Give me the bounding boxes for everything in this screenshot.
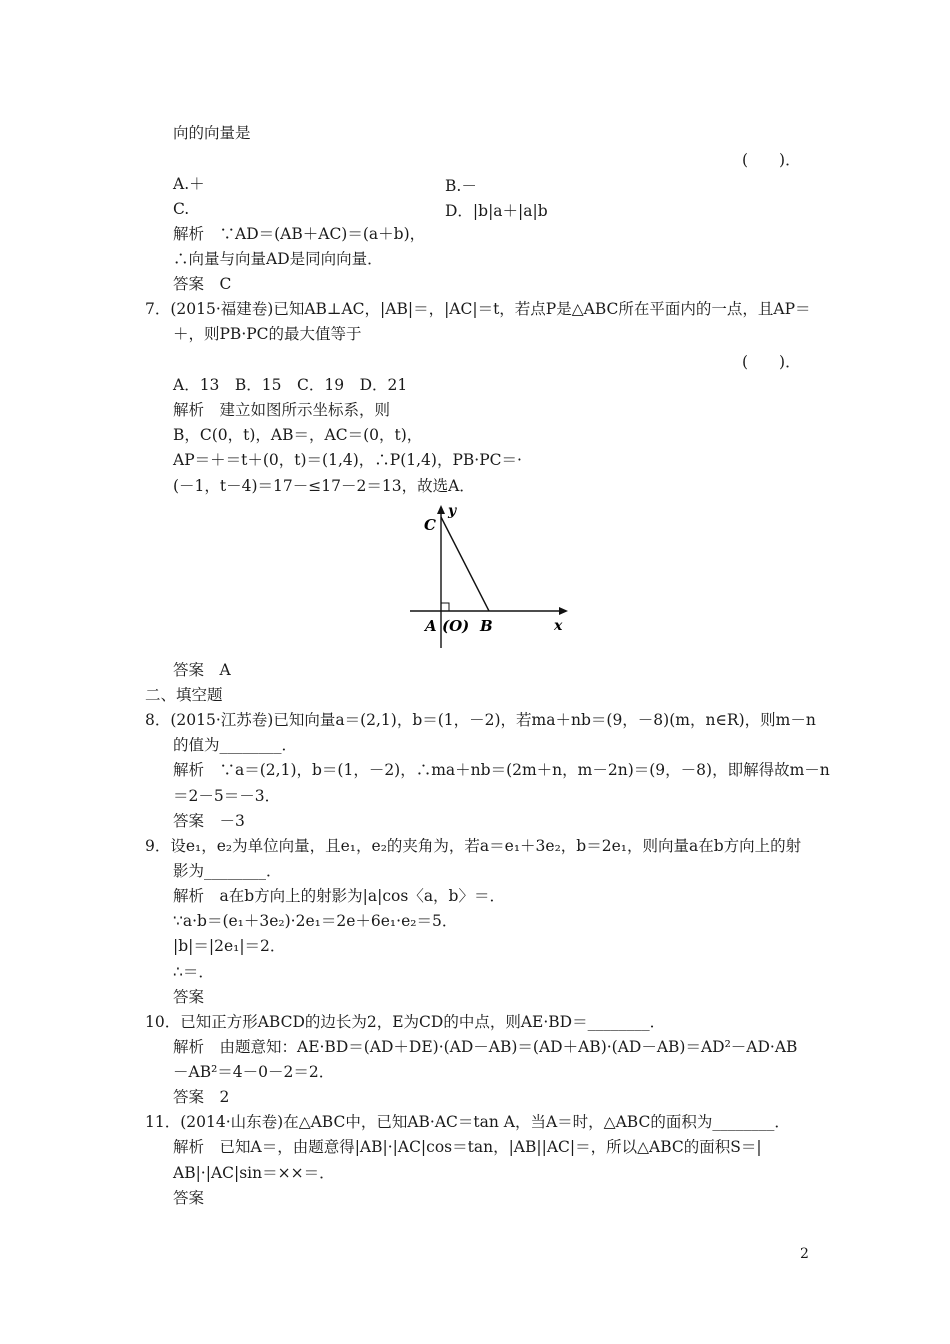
solution-line: ∴向量与向量AD是同向向量．: [173, 250, 383, 268]
answer-line: 答案 2: [173, 1088, 230, 1106]
solution-line: 解析 已知A＝，由题意得|AB|·|AC|cos＝tan，|AB||AC|＝，所以△ABC的面积S＝|: [173, 1138, 762, 1156]
option-a: A.＋: [173, 175, 205, 193]
answer-line: 答案: [173, 988, 205, 1006]
segment-cb: [441, 517, 489, 611]
coordinate-figure: [405, 500, 575, 650]
option-c: C.: [173, 200, 190, 218]
x-axis-arrow: [559, 607, 568, 615]
question-8: 8．(2015·江苏卷)已知向量a＝(2,1)，b＝(1，－2)，若ma＋nb＝(9，－8)(m，n∈R)，则m－n: [145, 711, 816, 729]
solution-line: 解析 建立如图所示坐标系，则: [173, 401, 391, 419]
solution-line: ∴＝．: [173, 963, 214, 981]
y-axis-arrow: [437, 505, 445, 514]
question-11: 11．(2014·山东卷)在△ABC中，已知AB·AC＝tan A，当A＝时，△ABC的面积为________．: [145, 1113, 790, 1131]
solution-line: ＝2－5＝－3．: [173, 787, 281, 805]
label-y: y: [448, 503, 457, 519]
section-heading: 二、填空题: [145, 686, 223, 704]
text-line: 向的向量是: [173, 124, 251, 142]
right-angle-mark: [441, 603, 449, 611]
label-a: A: [425, 617, 437, 635]
solution-line: 解析 ∵a＝(2,1)，b＝(1，－2)，∴ma＋nb＝(2m＋n，m－2n)＝(9，－8)，即解得故m－n: [173, 761, 830, 779]
label-c: C: [424, 516, 436, 534]
label-o: (O): [442, 617, 470, 635]
solution-line: (－1，t－4)＝17－≤17－2＝13，故选A．: [173, 477, 475, 495]
answer-line: 答案 －3: [173, 812, 245, 830]
option-b: B.－: [445, 177, 477, 195]
option-d: D．|b|a＋|a|b: [445, 202, 548, 220]
answer-parens: ( )．: [742, 353, 801, 371]
answer-parens: ( )．: [742, 151, 801, 169]
options-line: A．13 B．15 C．19 D．21: [173, 376, 408, 394]
solution-line: AB|·|AC|sin＝××＝．: [173, 1164, 335, 1182]
solution-line: 解析 a在b方向上的射影为|a|cos〈a，b〉＝．: [173, 887, 505, 905]
question-line: ＋，则PB·PC的最大值等于: [173, 325, 362, 343]
label-b: B: [480, 617, 493, 635]
question-line: 的值为________．: [173, 736, 298, 754]
solution-line: B，C(0，t)，AB＝，AC＝(0，t)，: [173, 426, 423, 444]
solution-line: －AB²＝4－0－2＝2．: [173, 1063, 335, 1081]
question-7: 7．(2015·福建卷)已知AB⊥AC，|AB|＝，|AC|＝t，若点P是△ABC所在平面内的一点，且AP＝: [145, 300, 811, 318]
question-9: 9．设e₁，e₂为单位向量，且e₁，e₂的夹角为，若a＝e₁＋3e₂，b＝2e₁，则向量a在b方向上的射: [145, 837, 802, 855]
solution-line: 解析 由题意知：AE·BD＝(AD＋DE)·(AD－AB)＝(AD＋AB)·(AD－AB)＝AD²－AD·AB: [173, 1038, 798, 1056]
solution-line: ∵a·b＝(e₁＋3e₂)·2e₁＝2e＋6e₁·e₂＝5．: [173, 912, 458, 930]
solution-line: AP＝＋＝t＋(0，t)＝(1,4)，∴P(1,4)，PB·PC＝·: [173, 451, 522, 469]
label-x: x: [554, 618, 563, 634]
solution-line: |b|＝|2e₁|＝2．: [173, 937, 286, 955]
question-line: 影为________．: [173, 862, 282, 880]
question-10: 10．已知正方形ABCD的边长为2，E为CD的中点，则AE·BD＝________．: [145, 1013, 666, 1031]
answer-line: 答案 C: [173, 275, 232, 293]
answer-line: 答案: [173, 1189, 205, 1207]
page-number: 2: [800, 1246, 809, 1262]
answer-line: 答案 A: [173, 661, 231, 679]
solution-line: 解析 ∵AD＝(AB＋AC)＝(a＋b)，: [173, 225, 426, 243]
